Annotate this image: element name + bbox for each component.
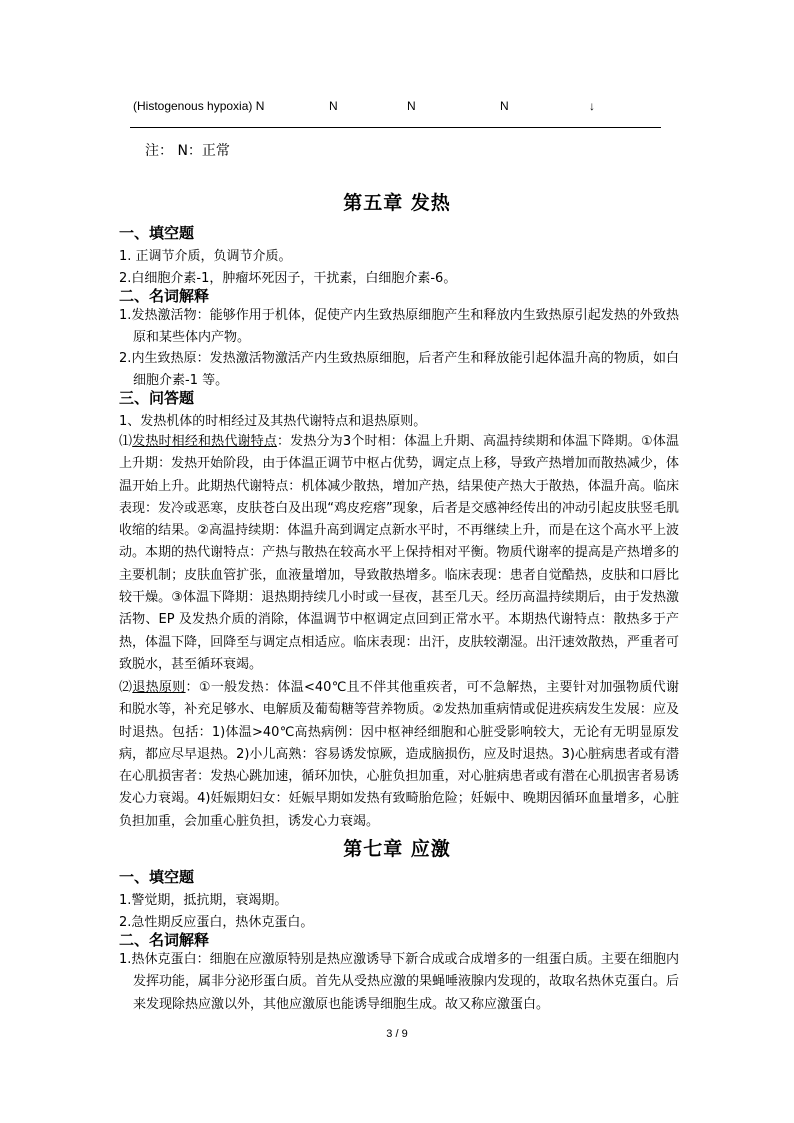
table-cell: ↓ <box>589 99 595 113</box>
paragraph-marker: ⑴ <box>119 434 133 449</box>
answer-line: 2.急性期反应蛋白，热休克蛋白。 <box>119 915 314 930</box>
answer-line: 1.警觉期，抵抗期，衰竭期。 <box>119 893 288 908</box>
underlined-term: 发热时相经和热代谢特点 <box>132 434 278 449</box>
section-heading: 二、名词解释 <box>119 931 210 949</box>
table-note: 注： N：正常 <box>145 143 230 159</box>
term-definition: 2.内生致热原：发热激活物激活产内生致热原细胞，后者产生和释放能引起体温升高的物质，如白细胞介素-1 等。 <box>119 351 679 389</box>
table-cell: N <box>407 99 416 113</box>
table-last-row <box>133 99 673 117</box>
paragraph-marker: ⑵ <box>119 680 133 695</box>
table-cell-label: (Histogenous hypoxia) N <box>133 99 265 113</box>
term-definition: 1.热休克蛋白：细胞在应激原特别是热应激诱导下新合成或合成增多的一组蛋白质。主要在细胞内发挥功能，属非分泌形蛋白质。首先从受热应激的果蝇唾液腺内发现的，故取名热休克蛋白。后来发现除热应激以外，其他应激原也能诱导细胞生成。故又称应激蛋白。 <box>119 952 680 1012</box>
chapter-title: 第七章 应激 <box>343 838 451 860</box>
paragraph-body: ：①一般发热：体温<40℃且不伴其他重疾者，可不急解热，主要针对加强物质代谢和脱水等，补充足够水、电解质及葡萄糖等营养物质。②发热加重病情或促进疾病发生发展：应及时退热。包括：1)体温>40℃高热病例：因中枢神经细胞和心脏受影响较大，无论有无明显原发病，都应尽早退热。2)小儿高熟：容易诱发惊厥，造成脑损伤，应及时退热。3)心脏病患者或有潜在心肌损害者：发热心跳加速，循环加快，心脏负担加重，对心脏病患者或有潜在心肌损害者易诱发心力衰竭。4)妊娠期妇女：妊娠早期如发热有致畸胎危险；妊娠中、晚期因循环血量增多，心脏负担加重，会加重心脏负担，诱发心力衰竭。 <box>119 680 679 829</box>
chapter-title: 第五章 发热 <box>343 192 451 214</box>
table-cell: N <box>500 99 509 113</box>
term-definition: 1.发热激活物：能够作用于机体，促使产内生致热原细胞产生和释放内生致热原引起发热的外致热原和某些体内产物。 <box>119 308 679 346</box>
table-cell: N <box>329 99 338 113</box>
answer-line: 2.白细胞介素-1，肿瘤坏死因子，干扰素，白细胞介素-6。 <box>119 271 457 286</box>
table-bottom-rule <box>130 127 661 128</box>
paragraph-body: ：发热分为3个时相：体温上升期、高温持续期和体温下降期。①体温上升期：发热开始阶段，由于体温正调节中枢占优势，调定点上移，导致产热增加而散热减少，体温开始上升。此期热代谢特点：机体减少散热，增加产热，结果使产热大于散热，体温升高。临床表现：发冷或恶寒，皮肤苍白及出现“鸡皮疙瘩”现象，后者是交感神经传出的冲动引起皮肤竖毛肌收缩的结果。②高温持续期：体温升高到调定点新水平时，不再继续上升，而是在这个高水平上波动。本期的热代谢特点：产热与散热在较高水平上保持相对平衡。物质代谢率的提高是产热增多的主要机制；皮肤血管扩张，血液量增加，导致散热增多。临床表现：患者自觉酷热，皮肤和口唇比较干燥。③体温下降期：退热期持续几小时或一昼夜，甚至几天。经历高温持续期后，由于发热激活物、EP 及发热介质的消除，体温调节中枢调定点回到正常水平。本期热代谢特点：散热多于产热，体温下降，回降至与调定点相适应。临床表现：出汗，皮肤较潮湿。出汗速效散热，严重者可致脱水，甚至循环衰竭。 <box>119 434 679 672</box>
answer-paragraph <box>119 677 679 833</box>
section-heading: 三、问答题 <box>119 389 195 407</box>
question-title: 1、发热机体的时相经过及其热代谢特点和退热原则。 <box>119 414 427 429</box>
underlined-term: 退热原则 <box>132 680 186 695</box>
answer-paragraph <box>119 431 679 676</box>
page-number: 3 / 9 <box>386 1028 408 1040</box>
section-heading: 一、填空题 <box>119 868 195 886</box>
section-heading: 一、填空题 <box>119 224 195 242</box>
section-heading: 二、名词解释 <box>119 287 210 305</box>
answer-line: 1. 正调节介质，负调节介质。 <box>119 249 292 264</box>
